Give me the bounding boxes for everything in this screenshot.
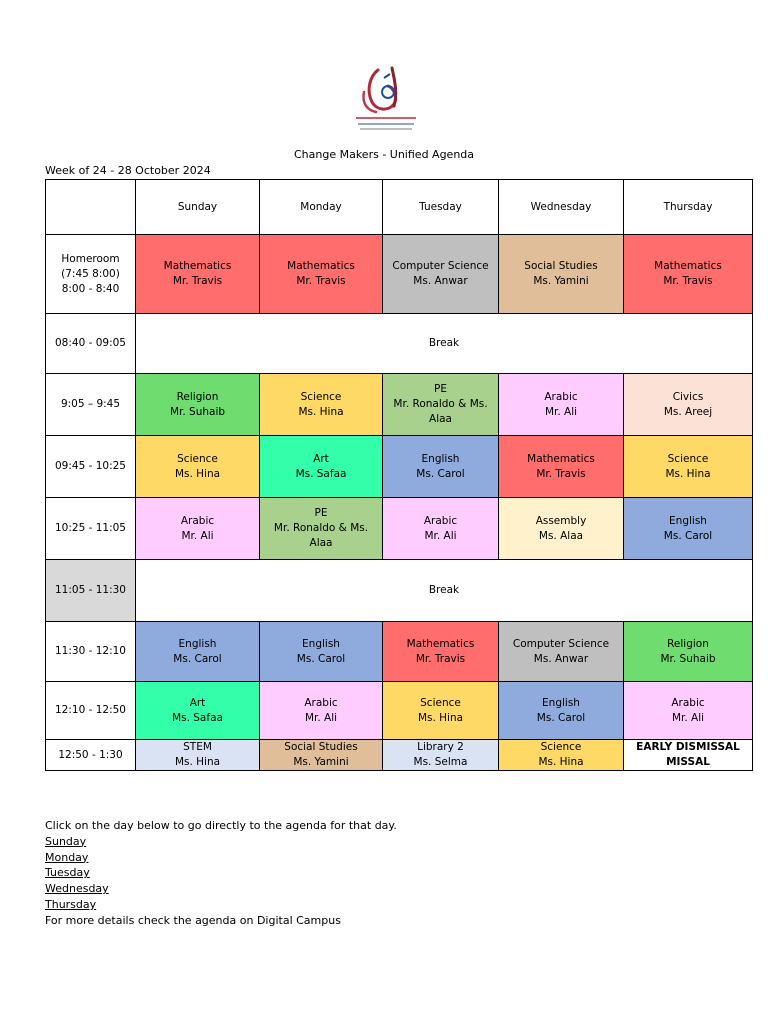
time-cell [46, 314, 136, 374]
cell-line: English [421, 452, 460, 465]
cell-line: Mr. Travis [296, 275, 346, 287]
cell-line: 10:25 - 11:05 [55, 522, 126, 534]
cell-line: Ms. Hina [538, 756, 584, 768]
day-header-thursday: Thursday [624, 180, 753, 235]
cell-line: Science [420, 696, 461, 709]
cell-line: Mathematics [654, 260, 722, 272]
cell-line: English [302, 637, 340, 650]
cell-line: Computer Science [392, 260, 489, 272]
class-cell [260, 682, 383, 740]
cell-line: Ms. Carol [416, 467, 465, 480]
class-cell [624, 235, 753, 314]
cell-line: Mr. Suhaib [660, 652, 716, 665]
cell-line: Ms. Selma [413, 756, 468, 768]
day-header-wednesday: Wednesday [499, 180, 624, 235]
cell-line: Ms. Anwar [533, 652, 589, 665]
cell-line: Ms. Carol [296, 652, 346, 665]
class-cell [136, 622, 260, 682]
period-row [46, 622, 753, 682]
cell-line: Ms. Yamini [293, 756, 349, 768]
class-cell [260, 235, 383, 314]
cell-line: 08:40 - 09:05 [55, 337, 126, 349]
cell-line: Mr. Ali [181, 529, 214, 542]
link-tuesday[interactable]: Tuesday [45, 866, 90, 880]
cell-line: Science [667, 452, 709, 465]
corner-cell [46, 180, 136, 235]
break-row [46, 560, 753, 622]
link-monday[interactable]: Monday [45, 850, 89, 864]
cell-line: Science [540, 741, 582, 753]
class-cell [499, 374, 624, 436]
class-cell [383, 682, 499, 740]
cell-line: Mathematics [406, 637, 475, 650]
cell-line: Mr. Ronaldo & Ms. [393, 398, 488, 410]
period-row [46, 682, 753, 740]
week-label: Week of 24 - 28 October 2024 [45, 164, 211, 177]
class-cell [260, 436, 383, 498]
class-cell [383, 498, 499, 560]
cell-line: Library 2 [417, 741, 464, 753]
cell-line: Ms. Carol [663, 529, 713, 542]
agenda-title: Change Makers - Unified Agenda [293, 148, 475, 161]
period-row [46, 436, 753, 498]
cell-line: Mr. Ali [304, 711, 338, 724]
cell-line: Religion [667, 637, 709, 650]
cell-line: Assembly [535, 514, 587, 527]
period-row [46, 235, 753, 314]
class-cell [260, 740, 383, 771]
cell-line: Mr. Ali [671, 711, 705, 724]
cell-line: EARLY DISMISSAL [636, 741, 740, 753]
class-cell [624, 682, 753, 740]
cell-line: Mathematics [287, 260, 355, 272]
cell-line: Arabic [423, 514, 458, 527]
cell-line: Science [300, 390, 342, 403]
link-thursday[interactable]: Thursday [45, 897, 97, 911]
class-cell [499, 436, 624, 498]
link-sunday[interactable]: Sunday [45, 834, 87, 848]
time-cell [46, 560, 136, 622]
header-row [46, 180, 753, 235]
day-header-tuesday: Tuesday [383, 180, 499, 235]
cell-line: 09:45 - 10:25 [55, 460, 126, 472]
class-cell [499, 498, 624, 560]
period-row [46, 498, 753, 560]
cell-line: 12:10 - 12:50 [55, 704, 126, 716]
class-cell [136, 682, 260, 740]
break-cell: Break [136, 314, 753, 374]
cell-line: English [542, 696, 580, 709]
cell-line: English [178, 637, 217, 650]
time-cell [46, 622, 136, 682]
cell-line: Mr. Travis [172, 275, 223, 287]
footer-note: For more details check the agenda on Digital Campus [45, 913, 341, 927]
cell-line: Mr. Ali [424, 529, 457, 542]
class-cell [624, 740, 753, 771]
break-cell: Break [136, 560, 753, 622]
cell-line: Social Studies [524, 260, 598, 272]
time-cell [46, 235, 136, 314]
class-cell [136, 740, 260, 771]
cell-line: Art [313, 452, 329, 465]
cell-line: Mr. Ronaldo & Ms. [273, 522, 369, 534]
class-cell [260, 498, 383, 560]
cell-line: Mr. Travis [663, 275, 713, 287]
cell-line: Ms. Carol [173, 652, 222, 665]
cell-line: Social Studies [284, 741, 358, 753]
cell-line: Ms. Areej [663, 405, 713, 418]
cell-line: STEM [183, 741, 212, 753]
cell-line: (7:45 8:00) [61, 267, 120, 280]
school-logo-icon [348, 62, 424, 134]
class-cell [136, 498, 260, 560]
cell-line: Arabic [544, 390, 578, 403]
day-header-monday: Monday [260, 180, 383, 235]
cell-line: Ms. Hina [298, 405, 344, 418]
cell-line: Alaa [429, 413, 452, 425]
cell-line: Homeroom [61, 252, 120, 265]
cell-line: Ms. Safaa [295, 467, 347, 480]
cell-line: Ms. Safaa [172, 711, 223, 724]
footer [45, 818, 397, 929]
footer-instruction: Click on the day below to go directly to the agenda for that day. [45, 819, 397, 832]
cell-line: Ms. Hina [174, 756, 221, 768]
class-cell [499, 740, 624, 771]
period-row [46, 374, 753, 436]
cell-line: Mr. Ali [544, 405, 578, 418]
time-cell [46, 498, 136, 560]
cell-line: Arabic [671, 696, 705, 709]
cell-line: Arabic [304, 696, 338, 709]
cell-line: Alaa [309, 537, 333, 549]
cell-line: Civics [672, 390, 704, 403]
time-cell [46, 682, 136, 740]
cell-line: Computer Science [512, 637, 610, 650]
cell-line: Mathematics [163, 260, 232, 272]
class-cell [624, 498, 753, 560]
class-cell [383, 374, 499, 436]
class-cell [624, 622, 753, 682]
class-cell [499, 682, 624, 740]
break-row [46, 314, 753, 374]
class-cell [624, 436, 753, 498]
cell-line: Ms. Hina [665, 467, 711, 480]
cell-line: Mathematics [527, 452, 595, 465]
class-cell [136, 436, 260, 498]
cell-line: Religion [176, 390, 219, 403]
cell-line: English [669, 514, 707, 527]
cell-line: PE [314, 507, 328, 519]
class-cell [499, 235, 624, 314]
class-cell [383, 622, 499, 682]
class-cell [383, 740, 499, 771]
period-row [46, 740, 753, 771]
cell-line: Ms. Hina [417, 711, 464, 724]
link-wednesday[interactable]: Wednesday [45, 882, 109, 896]
cell-line: Mr. Travis [415, 652, 466, 665]
day-header-sunday: Sunday [136, 180, 260, 235]
cell-line: 11:05 - 11:30 [55, 584, 126, 596]
class-cell [383, 436, 499, 498]
cell-line: Art [189, 696, 206, 709]
cell-line: Arabic [180, 514, 215, 527]
cell-line: Ms. Yamini [533, 275, 589, 287]
cell-line: Ms. Carol [536, 711, 586, 724]
cell-line: Ms. Hina [174, 467, 221, 480]
class-cell [260, 622, 383, 682]
class-cell [136, 374, 260, 436]
agenda-table [45, 179, 753, 771]
class-cell [383, 235, 499, 314]
cell-line: Ms. Anwar [413, 275, 468, 287]
class-cell [499, 622, 624, 682]
cell-line: MISSAL [666, 756, 710, 768]
cell-line: 9:05 – 9:45 [60, 398, 121, 410]
cell-line: 11:30 - 12:10 [55, 645, 126, 657]
cell-line: 8:00 - 8:40 [61, 282, 120, 295]
cell-line: Ms. Alaa [538, 529, 584, 542]
time-cell [46, 374, 136, 436]
time-cell [46, 740, 136, 771]
cell-line: 12:50 - 1:30 [58, 748, 123, 761]
class-cell [260, 374, 383, 436]
cell-line: PE [434, 383, 447, 395]
time-cell [46, 436, 136, 498]
cell-line: Mr. Suhaib [169, 405, 226, 418]
class-cell [624, 374, 753, 436]
cell-line: Science [177, 452, 218, 465]
class-cell [136, 235, 260, 314]
cell-line: Mr. Travis [536, 467, 586, 480]
